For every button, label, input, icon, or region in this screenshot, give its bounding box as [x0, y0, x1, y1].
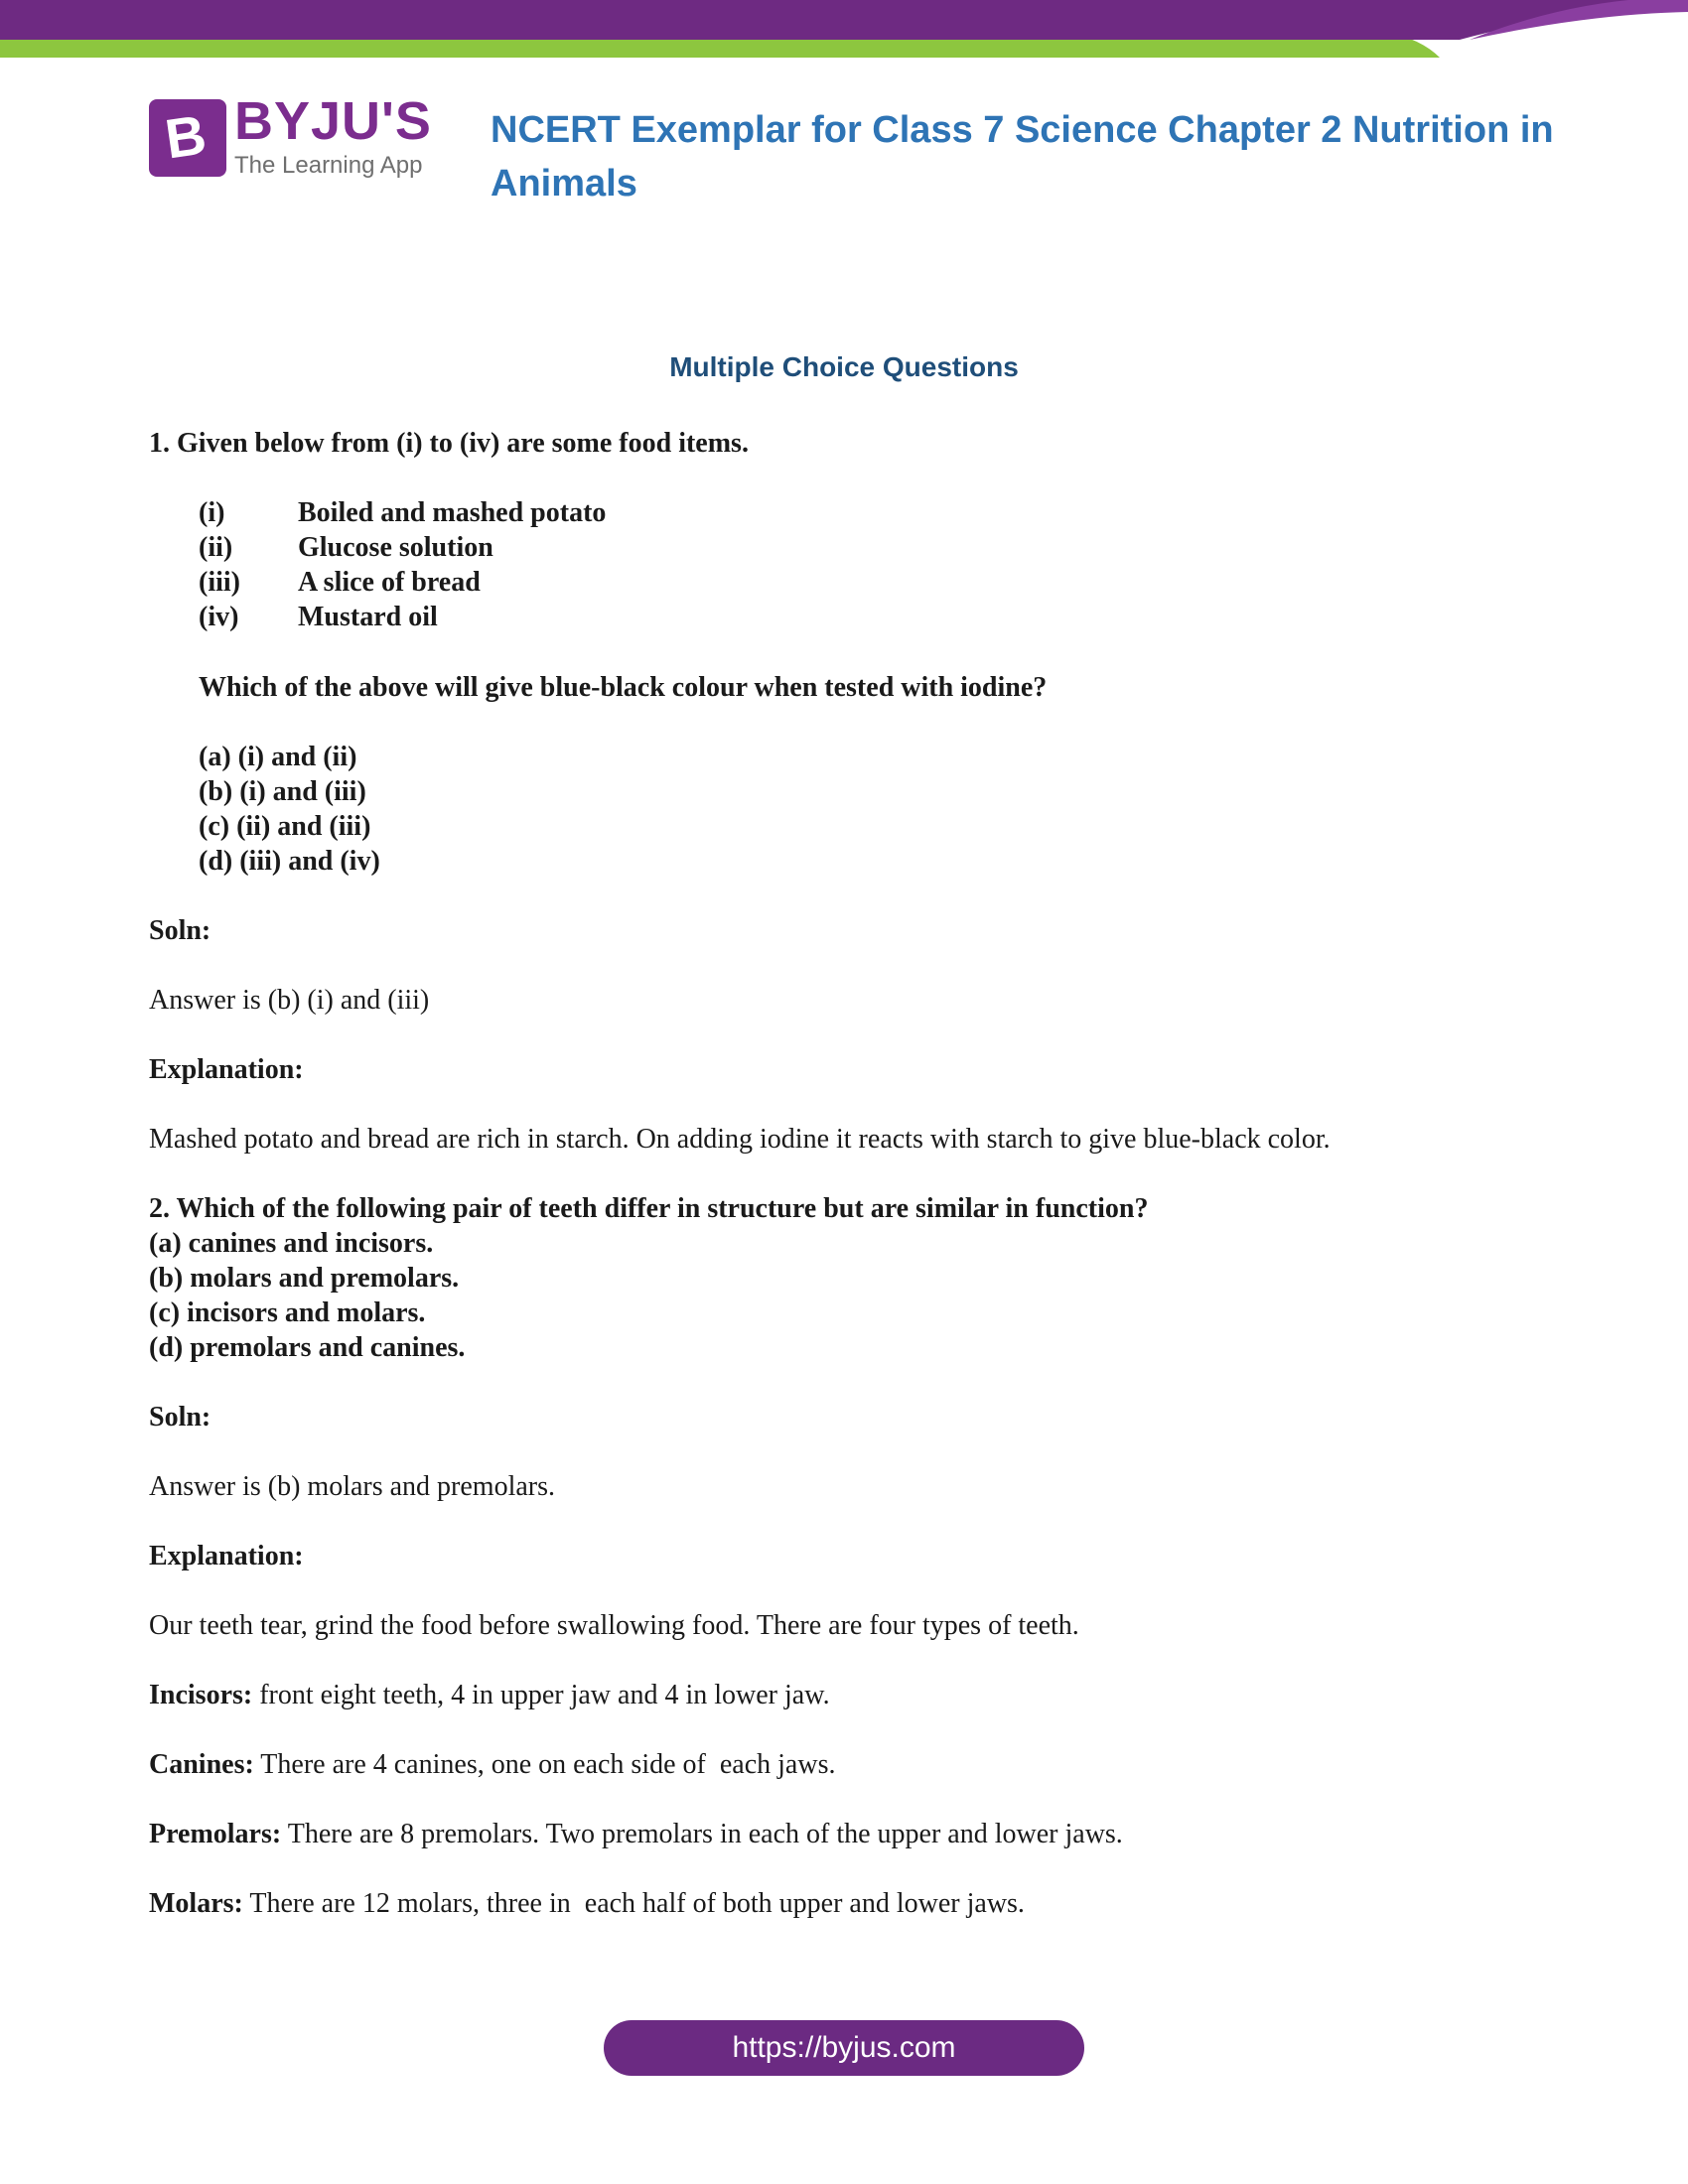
option-a: (a) (i) and (ii) — [199, 742, 357, 772]
explanation-label: Explanation: — [149, 1541, 304, 1571]
teeth-type-label: Molars: — [149, 1888, 243, 1919]
explanation-text: Our teeth tear, grind the food before swallowing food. There are four types of teeth. — [149, 1610, 1079, 1641]
teeth-type-canines — [149, 1748, 835, 1782]
soln-label: Soln: — [149, 915, 211, 946]
food-item-number: (iv) — [199, 602, 239, 632]
answer-text: Answer is (b) molars and premolars. — [149, 1471, 556, 1502]
document-title: NCERT Exemplar for Class 7 Science Chapter 2 Nutrition in Animals — [491, 109, 1554, 205]
byjus-logo-icon: B — [149, 99, 226, 177]
teeth-type-text: There are 8 premolars. Two premolars in each of the upper and lower jaws. — [281, 1819, 1123, 1849]
food-item-number: (i) — [199, 497, 225, 528]
food-item-text: A slice of bread — [298, 567, 481, 598]
teeth-type-text: There are 4 canines, one on each side of each jaws. — [253, 1749, 836, 1780]
teeth-type-incisors — [149, 1679, 830, 1712]
header-banner — [0, 0, 1688, 60]
option-b: (b) molars and premolars. — [149, 1263, 460, 1294]
question-1-prompt: Which of the above will give blue-black colour when tested with iodine? — [199, 672, 1048, 703]
brand-name: BYJU'S — [234, 91, 432, 151]
option-d: (d) premolars and canines. — [149, 1332, 466, 1363]
teeth-type-text: front eight teeth, 4 in upper jaw and 4 in lower jaw. — [252, 1680, 830, 1710]
food-item-text: Mustard oil — [298, 602, 438, 632]
food-item-number: (iii) — [199, 567, 240, 598]
teeth-type-label: Canines: — [149, 1749, 254, 1780]
brand-tagline: The Learning App — [234, 152, 423, 179]
question-2: 2. Which of the following pair of teeth differ in structure but are similar in function? — [149, 1193, 1149, 1224]
teeth-type-label: Incisors: — [149, 1680, 253, 1710]
footer-url-link[interactable]: https://byjus.com — [604, 2020, 1084, 2076]
option-c: (c) (ii) and (iii) — [199, 811, 371, 842]
option-b: (b) (i) and (iii) — [199, 776, 366, 807]
teeth-type-text: There are 12 molars, three in each half of both upper and lower jaws. — [242, 1888, 1025, 1919]
option-d: (d) (iii) and (iv) — [199, 846, 380, 877]
question-1: 1. Given below from (i) to (iv) are some food items. — [149, 428, 749, 459]
food-item-text: Glucose solution — [298, 532, 493, 563]
teeth-type-premolars — [149, 1818, 1123, 1851]
teeth-type-molars — [149, 1887, 1025, 1921]
option-c: (c) incisors and molars. — [149, 1297, 426, 1328]
food-item-text: Boiled and mashed potato — [298, 497, 607, 528]
section-title: Multiple Choice Questions — [669, 351, 1019, 382]
food-item-number: (ii) — [199, 532, 233, 563]
answer-text: Answer is (b) (i) and (iii) — [149, 985, 430, 1016]
soln-label: Soln: — [149, 1402, 211, 1433]
teeth-type-label: Premolars: — [149, 1819, 282, 1849]
option-a: (a) canines and incisors. — [149, 1228, 434, 1259]
explanation-text: Mashed potato and bread are rich in starch. On adding iodine it reacts with starch to give blue-black color. — [149, 1124, 1331, 1155]
explanation-label: Explanation: — [149, 1054, 304, 1085]
